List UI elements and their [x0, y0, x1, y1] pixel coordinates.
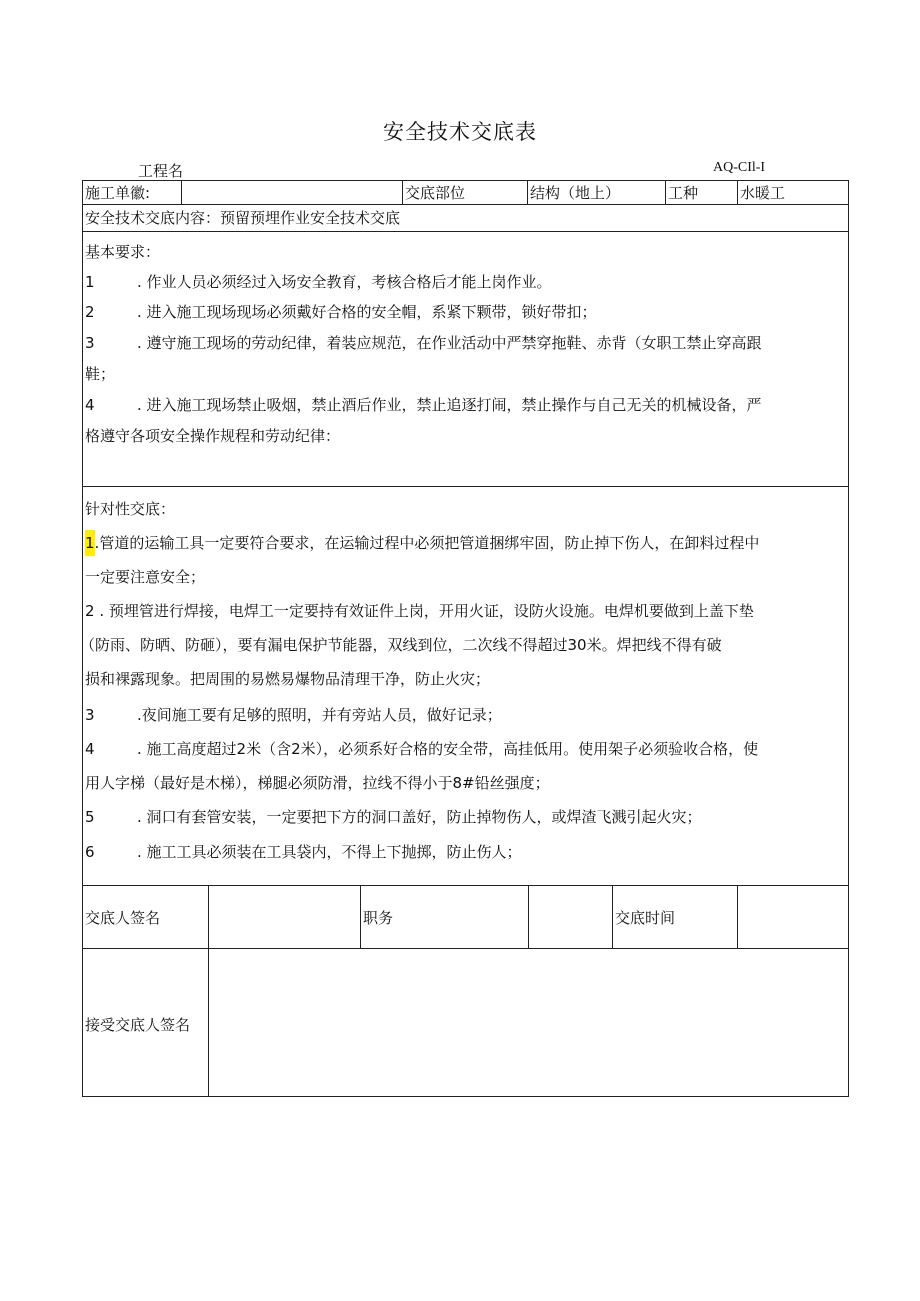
document-title: 安全技术交底表	[383, 120, 537, 144]
item-number: 5	[85, 808, 95, 826]
targeted-item-1-cont: 一定要注意安全；	[85, 568, 206, 586]
targeted-item-6: 6 . 施工工具必须装在工具袋内，不得上下抛掷，防止伤人；	[85, 837, 847, 868]
item-number: 2	[85, 602, 95, 620]
basic-item-4-cont: 格遵守各项安全操作规程和劳动纪律：	[85, 427, 341, 445]
targeted-item-1: 1.管道的运输工具一定要符合要求，在运输过程中必须把管道捆绑牢固，防止掉下伤人，在卸料过程中	[85, 528, 847, 559]
receiver-signature-label: 接受交底人签名	[85, 1016, 191, 1034]
basic-requirements-heading: 基本要求：	[85, 243, 161, 261]
basic-item-3: 3 . 遵守施工现场的劳动纪律，着装应规范，在作业活动中严禁穿拖鞋、赤背（女职工禁止穿高跟	[85, 328, 847, 359]
targeted-heading: 针对性交底：	[85, 500, 176, 518]
position-label: 职务	[363, 909, 394, 927]
item-number: 2	[85, 303, 95, 321]
targeted-item-5: 5 . 洞口有套管安装，一定要把下方的洞口盖好，防止掉物伤人，或焊渣飞溅引起火灾；	[85, 802, 847, 833]
handover-time-label: 交底时间	[615, 909, 676, 927]
targeted-item-4: 4 . 施工高度超过2米（含2米），必须系好合格的安全带，高挂低用。使用架子必须验收合格，使	[85, 734, 847, 765]
structure-label: 结构（地上）	[530, 184, 621, 202]
trade-label: 工种	[668, 184, 699, 202]
item-number: 4	[85, 740, 95, 758]
item-number: 1	[85, 273, 95, 291]
item-number: 6	[85, 843, 95, 861]
targeted-item-2-cont: （防雨、防晒、防砸），要有漏电保护节能器，双线到位，二次线不得超过30米。焊把线不得有破	[80, 636, 722, 654]
item-number: 4	[85, 396, 95, 414]
item-number: 3	[85, 706, 95, 724]
handover-part-label: 交底部位	[405, 184, 466, 202]
targeted-item-2: 2 . 预埋管进行焊接，电焊工一定要持有效证件上岗，开用火证，设防火设施。电焊机要做到上盖下垫	[85, 602, 754, 620]
handover-content-line: 安全技术交底内容：预留预埋作业安全技术交底	[85, 209, 401, 227]
highlighted-number: 1	[85, 530, 95, 556]
document-code: AQ-CIl-I	[713, 160, 766, 175]
item-number: 3	[85, 334, 95, 352]
basic-item-2: 2 . 进入施工现场现场必须戴好合格的安全帽，系紧下颗带，锁好带扣；	[85, 297, 847, 328]
targeted-item-2-cont2: 损和裸露现象。把周围的易燃易爆物品清理干净，防止火灾；	[85, 670, 491, 688]
project-name-label: 工程名	[138, 162, 184, 180]
trade-value: 水暖工	[740, 184, 786, 202]
construction-unit-label: 施工单徽:	[85, 184, 151, 202]
basic-item-4: 4 . 进入施工现场禁止吸烟，禁止酒后作业，禁止追逐打闹，禁止操作与自己无关的机械设备，严	[85, 390, 847, 421]
basic-item-1: 1 . 作业人员必须经过入场安全教育，考核合格后才能上岗作业。	[85, 267, 847, 298]
handover-giver-signature-label: 交底人签名	[85, 909, 161, 927]
targeted-item-3: 3 .夜间施工要有足够的照明，并有旁站人员，做好记录；	[85, 700, 847, 731]
targeted-item-4-cont: 用人字梯（最好是木梯），梯腿必须防滑，拉线不得小于8#铅丝强度；	[85, 774, 550, 792]
basic-item-3-cont: 鞋；	[85, 365, 116, 383]
